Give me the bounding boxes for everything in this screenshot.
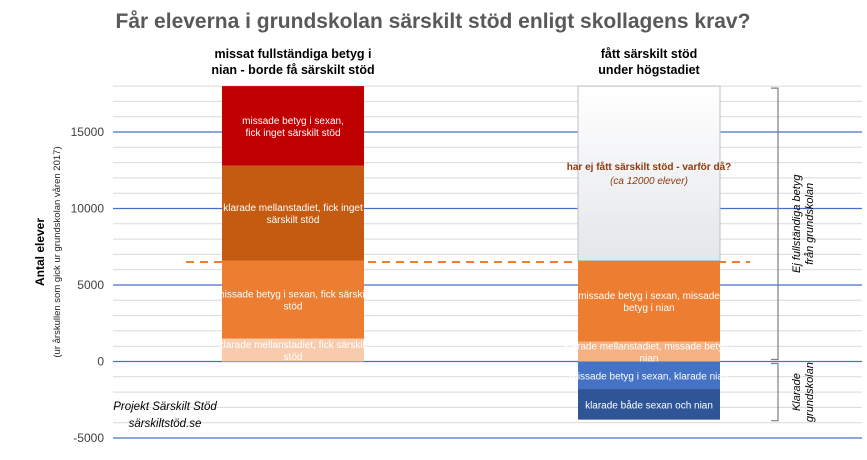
- bar-header: [598, 47, 700, 77]
- bracket-label-line: Ej fullständiga betyg: [791, 174, 803, 274]
- bar-header-line: under högstadiet: [598, 63, 700, 77]
- y-tick-label: -5000: [73, 431, 104, 445]
- bar-segment-label: [570, 371, 729, 382]
- y-axis-title: Antal elever: [33, 217, 47, 287]
- bracket-label-line: grundskolan: [804, 362, 816, 423]
- bracket-label-line: Klarade: [791, 373, 803, 412]
- bar-header-line: fått särskilt stöd: [600, 47, 698, 61]
- bar-segment-label: [585, 399, 713, 411]
- bar-header: [211, 47, 374, 77]
- bar-segment: [578, 86, 720, 260]
- y-tick-label: 0: [97, 354, 104, 369]
- bar-header-line: missat fullständiga betyg i: [214, 47, 372, 61]
- y-axis-subtitle: (ur årskullen som gick ur grundskolan våren 2017): [52, 146, 63, 358]
- bar-segment-label-line: missade betyg i sexan, klarade nian: [569, 371, 729, 383]
- bar-segment-label-line: klarade mellanstadiet, fick inget: [223, 203, 363, 215]
- bar-segment-label-line: stöd: [283, 352, 303, 364]
- y-tick-label: 15000: [70, 125, 104, 139]
- bar-segment-label-line: betyg i nian: [623, 303, 675, 315]
- y-tick-label: 5000: [77, 278, 104, 292]
- annotation-title: har ej fått särskilt stöd - varför då?: [566, 162, 732, 173]
- bar-segment-label-line: klarade både sexan och nian: [585, 400, 713, 412]
- bar-segment-label: [242, 116, 344, 139]
- bar-segment-label-line: missade betyg i sexan, fick särskilt: [216, 289, 370, 301]
- annotation-subtitle: (ca 12000 elever): [610, 176, 688, 187]
- bar-segment-label-line: fick inget särskilt stöd: [245, 127, 341, 139]
- bar-segment-label-line: klarade mellanstadiet, missade betyg i: [564, 341, 734, 353]
- bracket-label: [791, 362, 816, 422]
- bar-segment-label-line: nian: [639, 353, 659, 365]
- bar-header-line: nian - borde få särskilt stöd: [211, 63, 375, 77]
- bar-segment-label-line: missade betyg i sexan, missade: [578, 291, 720, 303]
- bar-segment-label-line: stöd: [283, 301, 303, 313]
- bar-segment-label-line: särskilt stöd: [266, 215, 320, 227]
- bracket-label: [791, 174, 816, 273]
- credit-text: [113, 401, 217, 430]
- bracket-label-line: från grundskolan: [804, 182, 816, 265]
- credit-text-line: särskiltstöd.se: [128, 418, 202, 430]
- chart-title: Får eleverna i grundskolan särskilt stöd enligt skollagens krav?: [115, 10, 751, 33]
- y-tick-label: 10000: [70, 201, 104, 216]
- bar-segment-label-line: missade betyg i sexan,: [242, 115, 344, 127]
- credit-text-line: Projekt Särskilt Stöd: [113, 401, 217, 413]
- bar-segment-label-line: klarade mellanstadiet, fick särskilt: [218, 340, 368, 352]
